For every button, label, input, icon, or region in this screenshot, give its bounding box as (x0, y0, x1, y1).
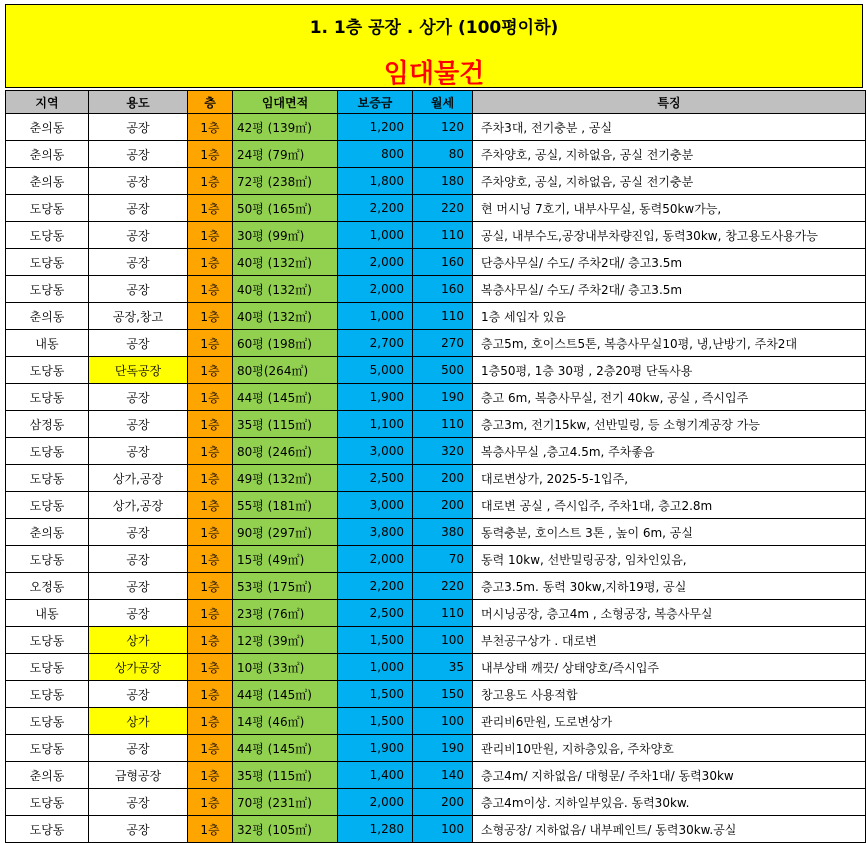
cell-use: 금형공장 (89, 762, 188, 789)
cell-features: 창고용도 사용적합 (473, 681, 866, 708)
cell-region: 내동 (6, 330, 89, 357)
cell-region: 도당동 (6, 276, 89, 303)
cell-area: 49평 (132㎡) (233, 465, 338, 492)
cell-region: 춘의동 (6, 519, 89, 546)
cell-use: 공장,창고 (89, 303, 188, 330)
cell-use: 공장 (89, 249, 188, 276)
cell-rent: 35 (413, 654, 473, 681)
cell-use: 공장 (89, 735, 188, 762)
cell-features: 동력충분, 호이스트 3톤 , 높이 6m, 공실 (473, 519, 866, 546)
cell-use: 공장 (89, 168, 188, 195)
cell-area: 15평 (49㎡) (233, 546, 338, 573)
cell-features: 1층 세입자 있음 (473, 303, 866, 330)
cell-features: 주차양호, 공실, 지하없음, 공실 전기충분 (473, 168, 866, 195)
cell-rent: 380 (413, 519, 473, 546)
cell-features: 대로변 공실 , 즉시입주, 주차1대, 층고2.8m (473, 492, 866, 519)
cell-deposit: 3,000 (338, 492, 413, 519)
cell-deposit: 1,000 (338, 222, 413, 249)
table-row (6, 789, 866, 816)
cell-region: 도당동 (6, 357, 89, 384)
table-row (6, 114, 866, 141)
cell-area: 35평 (115㎡) (233, 411, 338, 438)
cell-area: 50평 (165㎡) (233, 195, 338, 222)
cell-area: 55평 (181㎡) (233, 492, 338, 519)
cell-features: 관리비6만원, 도로변상가 (473, 708, 866, 735)
cell-features: 1층50평, 1층 30평 , 2층20평 단독사용 (473, 357, 866, 384)
cell-region: 춘의동 (6, 762, 89, 789)
cell-area: 23평 (76㎡) (233, 600, 338, 627)
table-row (6, 195, 866, 222)
cell-deposit: 1,500 (338, 681, 413, 708)
cell-region: 도당동 (6, 492, 89, 519)
cell-floor: 1층 (188, 168, 233, 195)
cell-region: 춘의동 (6, 303, 89, 330)
cell-area: 14평 (46㎡) (233, 708, 338, 735)
cell-area: 53평 (175㎡) (233, 573, 338, 600)
cell-floor: 1층 (188, 789, 233, 816)
cell-features: 층고3m, 전기15kw, 선반밀링, 등 소형기계공장 가능 (473, 411, 866, 438)
cell-rent: 200 (413, 789, 473, 816)
cell-area: 90평 (297㎡) (233, 519, 338, 546)
cell-use: 공장 (89, 438, 188, 465)
cell-floor: 1층 (188, 762, 233, 789)
table-row (6, 465, 866, 492)
table-row (6, 600, 866, 627)
table-row (6, 357, 866, 384)
cell-region: 도당동 (6, 222, 89, 249)
table-row (6, 141, 866, 168)
cell-deposit: 2,500 (338, 465, 413, 492)
cell-floor: 1층 (188, 276, 233, 303)
cell-features: 부천공구상가 . 대로변 (473, 627, 866, 654)
cell-region: 내동 (6, 600, 89, 627)
cell-floor: 1층 (188, 141, 233, 168)
cell-deposit: 2,000 (338, 249, 413, 276)
cell-features: 층고 6m, 복층사무실, 전기 40kw, 공실 , 즉시입주 (473, 384, 866, 411)
cell-deposit: 1,000 (338, 654, 413, 681)
cell-region: 오정동 (6, 573, 89, 600)
cell-region: 춘의동 (6, 168, 89, 195)
cell-features: 관리비10만원, 지하층있음, 주차양호 (473, 735, 866, 762)
cell-deposit: 1,100 (338, 411, 413, 438)
cell-area: 35평 (115㎡) (233, 762, 338, 789)
table-row (6, 492, 866, 519)
cell-use: 상가 (89, 627, 188, 654)
cell-floor: 1층 (188, 573, 233, 600)
cell-area: 44평 (145㎡) (233, 384, 338, 411)
cell-area: 12평 (39㎡) (233, 627, 338, 654)
cell-use: 공장 (89, 546, 188, 573)
table-row (6, 654, 866, 681)
cell-deposit: 3,800 (338, 519, 413, 546)
cell-region: 도당동 (6, 627, 89, 654)
cell-rent: 500 (413, 357, 473, 384)
cell-rent: 160 (413, 276, 473, 303)
cell-deposit: 1,800 (338, 168, 413, 195)
cell-rent: 220 (413, 573, 473, 600)
cell-use: 공장 (89, 519, 188, 546)
cell-deposit: 2,000 (338, 789, 413, 816)
cell-use: 상가 (89, 708, 188, 735)
cell-use: 공장 (89, 276, 188, 303)
cell-region: 도당동 (6, 546, 89, 573)
cell-features: 복층사무실/ 수도/ 주차2대/ 층고3.5m (473, 276, 866, 303)
header-row (6, 91, 866, 114)
table-row (6, 276, 866, 303)
cell-rent: 100 (413, 708, 473, 735)
col-header-floor: 층 (188, 91, 233, 114)
col-header-use: 용도 (89, 91, 188, 114)
table-row (6, 762, 866, 789)
cell-use: 공장 (89, 195, 188, 222)
cell-area: 44평 (145㎡) (233, 735, 338, 762)
cell-region: 도당동 (6, 195, 89, 222)
cell-deposit: 1,500 (338, 708, 413, 735)
cell-use: 공장 (89, 681, 188, 708)
cell-rent: 190 (413, 384, 473, 411)
cell-area: 80평 (246㎡) (233, 438, 338, 465)
cell-features: 내부상태 깨끗/ 상태양호/즉시입주 (473, 654, 866, 681)
cell-area: 44평 (145㎡) (233, 681, 338, 708)
cell-use: 상가공장 (89, 654, 188, 681)
cell-area: 40평 (132㎡) (233, 276, 338, 303)
cell-area: 80평(264㎡) (233, 357, 338, 384)
cell-features: 주차양호, 공실, 지하없음, 공실 전기충분 (473, 141, 866, 168)
cell-rent: 110 (413, 222, 473, 249)
cell-region: 도당동 (6, 438, 89, 465)
cell-area: 30평 (99㎡) (233, 222, 338, 249)
cell-region: 도당동 (6, 789, 89, 816)
cell-use: 공장 (89, 411, 188, 438)
cell-rent: 150 (413, 681, 473, 708)
cell-area: 40평 (132㎡) (233, 303, 338, 330)
cell-rent: 100 (413, 627, 473, 654)
cell-rent: 110 (413, 411, 473, 438)
cell-deposit: 1,400 (338, 762, 413, 789)
col-header-area: 임대면적 (233, 91, 338, 114)
cell-use: 상가,공장 (89, 492, 188, 519)
cell-rent: 120 (413, 114, 473, 141)
cell-features: 층고5m, 호이스트5톤, 복층사무실10평, 냉,난방기, 주차2대 (473, 330, 866, 357)
cell-deposit: 2,200 (338, 573, 413, 600)
cell-use: 공장 (89, 330, 188, 357)
cell-deposit: 1,280 (338, 816, 413, 843)
table-row (6, 222, 866, 249)
cell-rent: 190 (413, 735, 473, 762)
cell-use: 공장 (89, 141, 188, 168)
cell-features: 층고4m이상. 지하일부있음. 동력30kw. (473, 789, 866, 816)
table-row (6, 330, 866, 357)
cell-floor: 1층 (188, 735, 233, 762)
cell-floor: 1층 (188, 195, 233, 222)
cell-features: 머시닝공장, 층고4m , 소형공장, 복층사무실 (473, 600, 866, 627)
cell-area: 70평 (231㎡) (233, 789, 338, 816)
cell-region: 춘의동 (6, 114, 89, 141)
cell-region: 춘의동 (6, 141, 89, 168)
page-subtitle: 임대물건 (383, 59, 485, 89)
cell-rent: 80 (413, 141, 473, 168)
cell-deposit: 1,900 (338, 384, 413, 411)
cell-rent: 140 (413, 762, 473, 789)
table-row (6, 681, 866, 708)
cell-rent: 70 (413, 546, 473, 573)
cell-floor: 1층 (188, 708, 233, 735)
cell-rent: 200 (413, 465, 473, 492)
cell-use: 단독공장 (89, 357, 188, 384)
cell-features: 소형공장/ 지하없음/ 내부페인트/ 동력30kw.공실 (473, 816, 866, 843)
table-row (6, 735, 866, 762)
cell-rent: 110 (413, 600, 473, 627)
table-row (6, 168, 866, 195)
cell-floor: 1층 (188, 357, 233, 384)
table-row (6, 573, 866, 600)
cell-features: 현 머시닝 7호기, 내부사무실, 동력50kw가능, (473, 195, 866, 222)
cell-deposit: 3,000 (338, 438, 413, 465)
cell-use: 공장 (89, 384, 188, 411)
listing-table (5, 90, 866, 843)
cell-features: 층고3.5m. 동력 30kw,지하19평, 공실 (473, 573, 866, 600)
cell-features: 층고4m/ 지하없음/ 대형문/ 주차1대/ 동력30kw (473, 762, 866, 789)
cell-area: 60평 (198㎡) (233, 330, 338, 357)
table-row (6, 384, 866, 411)
cell-use: 공장 (89, 114, 188, 141)
cell-region: 도당동 (6, 249, 89, 276)
cell-use: 상가,공장 (89, 465, 188, 492)
title-banner (5, 4, 863, 88)
cell-deposit: 2,200 (338, 195, 413, 222)
cell-deposit: 2,700 (338, 330, 413, 357)
cell-region: 도당동 (6, 708, 89, 735)
cell-floor: 1층 (188, 465, 233, 492)
cell-rent: 270 (413, 330, 473, 357)
table-row (6, 438, 866, 465)
cell-floor: 1층 (188, 681, 233, 708)
cell-features: 동력 10kw, 선반밀링공장, 임차인있음, (473, 546, 866, 573)
col-header-deposit: 보증금 (338, 91, 413, 114)
cell-floor: 1층 (188, 654, 233, 681)
cell-features: 공실, 내부수도,공장내부차량진입, 동력30kw, 창고용도사용가능 (473, 222, 866, 249)
table-row (6, 519, 866, 546)
cell-area: 24평 (79㎡) (233, 141, 338, 168)
cell-use: 공장 (89, 600, 188, 627)
cell-rent: 220 (413, 195, 473, 222)
cell-floor: 1층 (188, 303, 233, 330)
table-row (6, 249, 866, 276)
cell-area: 42평 (139㎡) (233, 114, 338, 141)
cell-rent: 100 (413, 816, 473, 843)
cell-deposit: 1,200 (338, 114, 413, 141)
cell-region: 도당동 (6, 465, 89, 492)
cell-deposit: 5,000 (338, 357, 413, 384)
cell-area: 72평 (238㎡) (233, 168, 338, 195)
cell-use: 공장 (89, 816, 188, 843)
cell-area: 40평 (132㎡) (233, 249, 338, 276)
cell-rent: 320 (413, 438, 473, 465)
cell-floor: 1층 (188, 114, 233, 141)
table-row (6, 708, 866, 735)
cell-deposit: 2,500 (338, 600, 413, 627)
cell-floor: 1층 (188, 411, 233, 438)
cell-area: 10평 (33㎡) (233, 654, 338, 681)
cell-floor: 1층 (188, 816, 233, 843)
cell-floor: 1층 (188, 222, 233, 249)
cell-features: 주차3대, 전기충분 , 공실 (473, 114, 866, 141)
cell-floor: 1층 (188, 627, 233, 654)
table-row (6, 411, 866, 438)
table-row (6, 546, 866, 573)
cell-floor: 1층 (188, 384, 233, 411)
cell-floor: 1층 (188, 438, 233, 465)
cell-floor: 1층 (188, 546, 233, 573)
cell-deposit: 800 (338, 141, 413, 168)
cell-deposit: 2,000 (338, 546, 413, 573)
cell-floor: 1층 (188, 519, 233, 546)
cell-deposit: 2,000 (338, 276, 413, 303)
cell-use: 공장 (89, 222, 188, 249)
cell-features: 대로변상가, 2025-5-1입주, (473, 465, 866, 492)
cell-region: 도당동 (6, 654, 89, 681)
cell-use: 공장 (89, 573, 188, 600)
cell-region: 도당동 (6, 681, 89, 708)
cell-rent: 200 (413, 492, 473, 519)
col-header-rent: 월세 (413, 91, 473, 114)
table-row (6, 816, 866, 843)
cell-use: 공장 (89, 789, 188, 816)
cell-region: 도당동 (6, 816, 89, 843)
cell-deposit: 1,900 (338, 735, 413, 762)
col-header-features: 특징 (473, 91, 866, 114)
cell-deposit: 1,000 (338, 303, 413, 330)
cell-rent: 110 (413, 303, 473, 330)
cell-region: 도당동 (6, 735, 89, 762)
cell-floor: 1층 (188, 249, 233, 276)
cell-region: 도당동 (6, 384, 89, 411)
cell-region: 삼정동 (6, 411, 89, 438)
cell-features: 복층사무실 ,층고4.5m, 주차좋음 (473, 438, 866, 465)
page-title: 1. 1층 공장 . 상가 (100평이하) (309, 18, 559, 38)
cell-floor: 1층 (188, 330, 233, 357)
cell-features: 단층사무실/ 수도/ 주차2대/ 층고3.5m (473, 249, 866, 276)
cell-rent: 160 (413, 249, 473, 276)
cell-rent: 180 (413, 168, 473, 195)
cell-floor: 1층 (188, 600, 233, 627)
cell-area: 32평 (105㎡) (233, 816, 338, 843)
table-row (6, 303, 866, 330)
cell-floor: 1층 (188, 492, 233, 519)
cell-deposit: 1,500 (338, 627, 413, 654)
table-row (6, 627, 866, 654)
col-header-region: 지역 (6, 91, 89, 114)
